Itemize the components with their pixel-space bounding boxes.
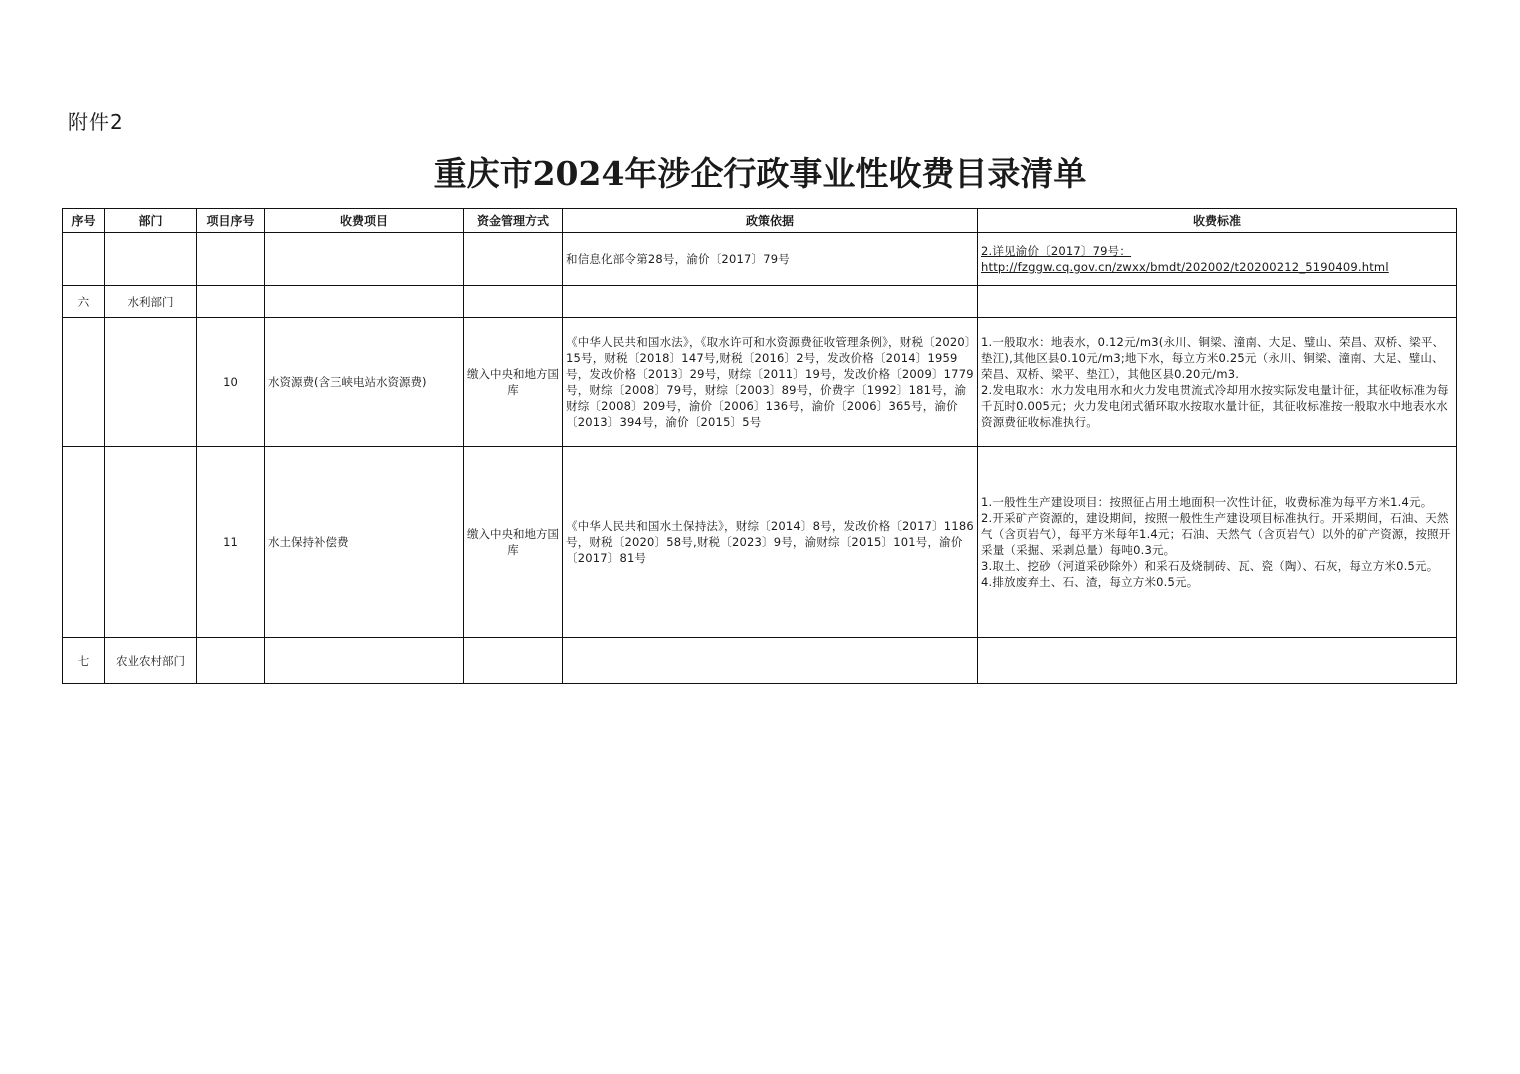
cell-policy — [563, 286, 978, 318]
column-header-standard: 收费标准 — [978, 209, 1457, 233]
cell-seq — [63, 447, 105, 638]
cell-standard — [978, 447, 1457, 638]
column-header-seq: 序号 — [63, 209, 105, 233]
cell-item: 水资源费(含三峡电站水资源费) — [265, 318, 464, 447]
cell-item-no: 11 — [197, 447, 265, 638]
standard-line: 3.取土、挖砂（河道采砂除外）和采石及烧制砖、瓦、瓷（陶）、石灰，每立方米0.5元。 — [981, 559, 1439, 573]
attachment-label: 附件2 — [68, 110, 124, 134]
cell-fund: 缴入中央和地方国库 — [464, 318, 563, 447]
cell-fund — [464, 638, 563, 684]
cell-dept — [105, 318, 197, 447]
cell-item: 水土保持补偿费 — [265, 447, 464, 638]
standard-line: 2.开采矿产资源的，建设期间，按照一般性生产建设项目标准执行。开采期间，石油、天然气（含页岩气），每平方米每年1.4元；石油、天然气（含页岩气）以外的矿产资源，按照开采量（采掘、采剥总量）每吨0.3元。 — [981, 511, 1451, 557]
table-row — [63, 286, 1457, 318]
cell-standard — [978, 638, 1457, 684]
fee-catalog-table — [62, 208, 1457, 684]
cell-item-no — [197, 233, 265, 286]
cell-standard — [978, 286, 1457, 318]
cell-dept: 水利部门 — [105, 286, 197, 318]
cell-fund: 缴入中央和地方国库 — [464, 447, 563, 638]
page-title: 重庆市2024年涉企行政事业性收费目录清单 — [433, 154, 1087, 193]
cell-seq: 六 — [63, 286, 105, 318]
cell-item — [265, 233, 464, 286]
column-header-item: 收费项目 — [265, 209, 464, 233]
standard-line: 1.一般性生产建设项目：按照征占用土地面积一次性计征，收费标准为每平方米1.4元。 — [981, 495, 1433, 509]
cell-item — [265, 638, 464, 684]
standard-link[interactable]: http://fzggw.cq.gov.cn/zwxx/bmdt/202002/t20200212_5190409.html — [981, 260, 1389, 274]
column-header-fund: 资金管理方式 — [464, 209, 563, 233]
cell-seq — [63, 233, 105, 286]
cell-item-no — [197, 286, 265, 318]
cell-policy: 《中华人民共和国水法》，《取水许可和水资源费征收管理条例》，财税〔2020〕15号，财税〔2018〕147号,财税〔2016〕2号，发改价格〔2014〕1959号，发改价格〔2013〕29号，财综〔2011〕19号，发改价格〔2009〕1779号，财综〔2008〕79号，财综〔2003〕89号，价费字〔1992〕181号，渝财综〔2008〕209号，渝价〔2006〕136号，渝价〔2006〕365号，渝价〔2013〕394号，渝价〔2015〕5号 — [563, 318, 978, 447]
table-row — [63, 447, 1457, 638]
cell-seq: 七 — [63, 638, 105, 684]
cell-fund — [464, 286, 563, 318]
table-header-row — [63, 209, 1457, 233]
standard-line: 2.详见渝价〔2017〕79号： — [981, 244, 1132, 258]
cell-policy — [563, 638, 978, 684]
cell-policy: 《中华人民共和国水土保持法》，财综〔2014〕8号，发改价格〔2017〕1186号，财税〔2020〕58号,财税〔2023〕9号，渝财综〔2015〕101号，渝价〔2017〕81号 — [563, 447, 978, 638]
table-row — [63, 638, 1457, 684]
cell-standard — [978, 233, 1457, 286]
table-row — [63, 233, 1457, 286]
cell-seq — [63, 318, 105, 447]
column-header-item-no: 项目序号 — [197, 209, 265, 233]
standard-line: 1.一般取水：地表水，0.12元/m3(永川、铜梁、潼南、大足、璧山、荣昌、双桥、梁平、垫江),其他区县0.10元/m3;地下水，每立方米0.25元（永川、铜梁、潼南、大足、璧山、荣昌、双桥、梁平、垫江），其他区县0.20元/m3. — [981, 335, 1445, 381]
cell-item-no — [197, 638, 265, 684]
table-row — [63, 318, 1457, 447]
cell-item-no: 10 — [197, 318, 265, 447]
standard-line: 4.排放废弃土、石、渣，每立方米0.5元。 — [981, 575, 1199, 589]
cell-item — [265, 286, 464, 318]
cell-fund — [464, 233, 563, 286]
cell-dept: 农业农村部门 — [105, 638, 197, 684]
standard-line: 2.发电取水：水力发电用水和火力发电贯流式冷却用水按实际发电量计征，其征收标准为每千瓦时0.005元；火力发电闭式循环取水按取水量计征，其征收标准按一般取水中地表水水资源费征收标准执行。 — [981, 383, 1449, 429]
cell-dept — [105, 233, 197, 286]
cell-policy: 和信息化部令第28号，渝价〔2017〕79号 — [563, 233, 978, 286]
column-header-dept: 部门 — [105, 209, 197, 233]
column-header-policy: 政策依据 — [563, 209, 978, 233]
cell-dept — [105, 447, 197, 638]
cell-standard — [978, 318, 1457, 447]
